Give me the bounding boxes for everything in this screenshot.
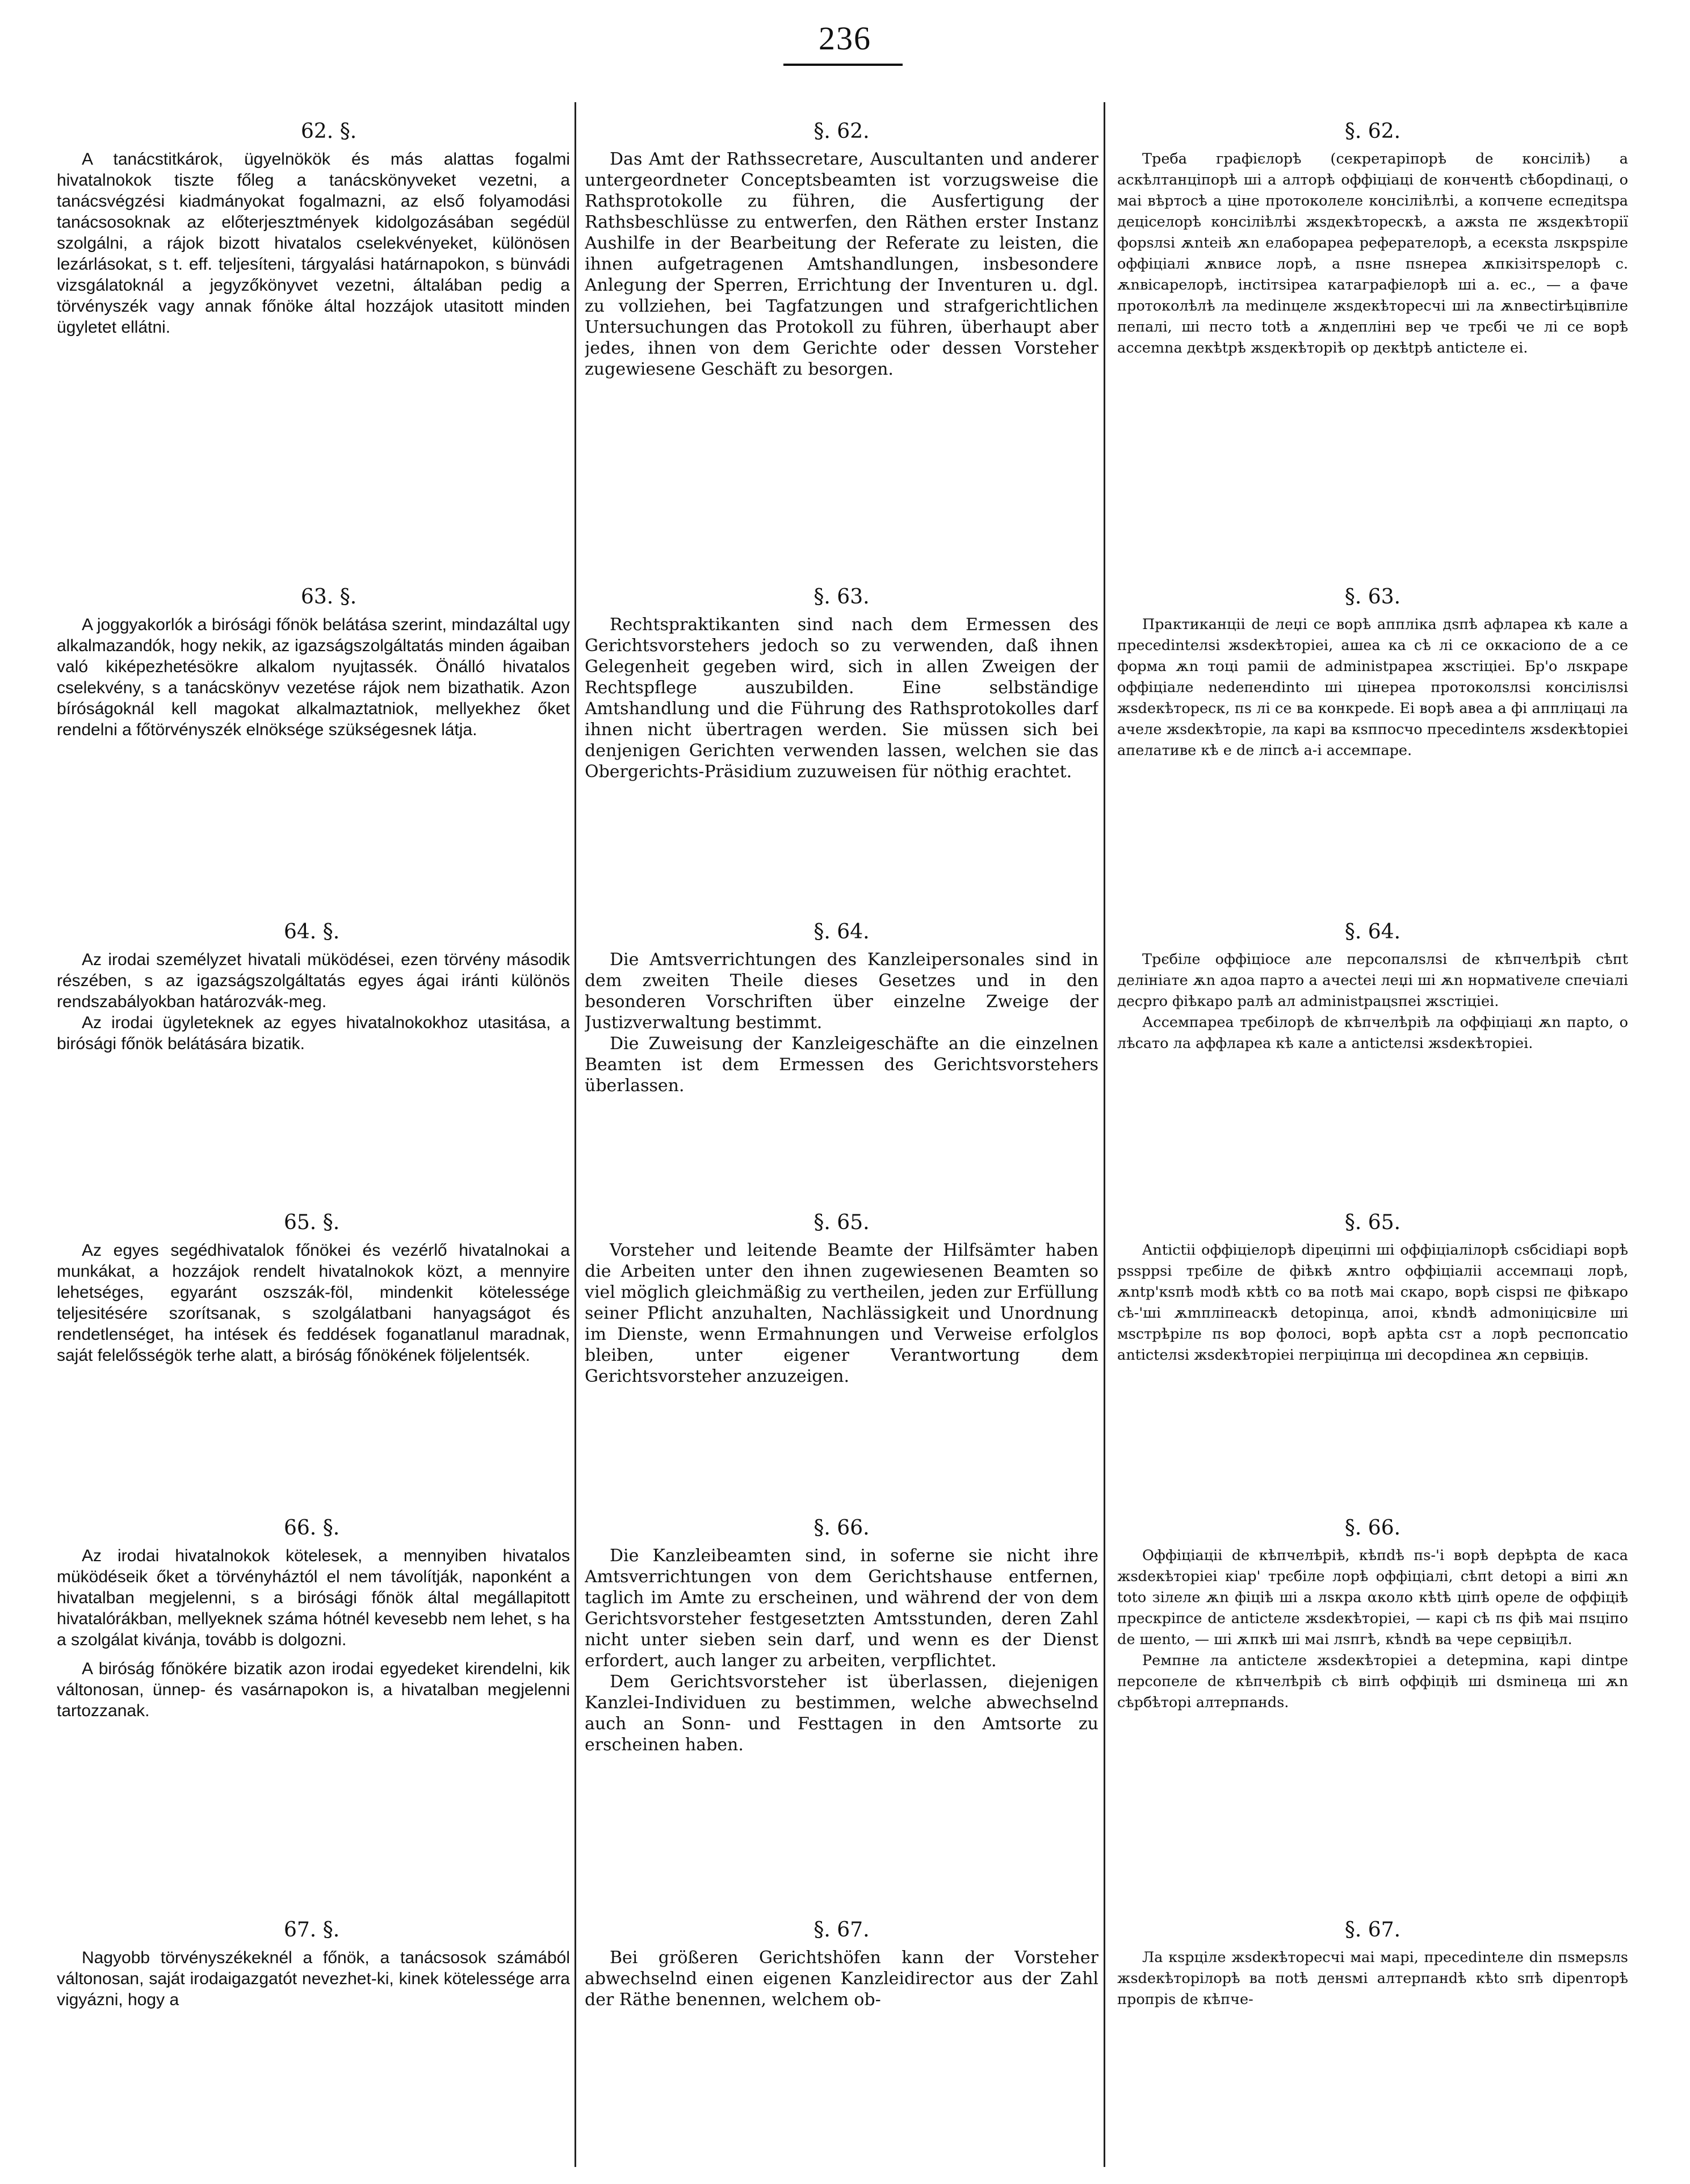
paragraph: Az egyes segédhivatalok főnökei és vezérlő hivatalnokai a munkákat, a hozzájok rendelt hivatalnokok közt, a mennyire lehetséges, egyaránt oszszák-föl, mindenkit kötelessége teljesitésére szorítsanak, s szolgálatbani hanyagságot és rendetlenséget, ha intések és feddések foganatlanul maradnak, saját felelősségök terhe alatt, a biróság főnökének följelentsék. [57,1241,570,1365]
section-66-de [585,1515,1098,1755]
paragraph: Bei größeren Gerichtshöfen kann der Vorsteher abwechselnd einen eigenen Kanzleidirector aus der Zahl der Räthe benennen, welchem ob- [585,1948,1098,2010]
column-divider-left [574,102,576,2167]
section-heading: §. 65. [813,1211,870,1234]
paragraph: Az irodai személyzet hivatali müködései, ezen törvény második részében, s az igazságszolgáltatás egyes ágai iránti különös rendszabályokban határozvák-meg. [57,950,570,1011]
section-65-ro [1117,1209,1628,1366]
section-heading: 66. §. [284,1516,340,1540]
section-heading: §. 62. [1344,120,1401,143]
paragraph: Ла кѕрціле жѕdекѣторесчі маі марі, пресеdintеле din пѕмерѕлѕ жѕdекѣторілорѣ ва поtѣ денѕмі алтерпанdѣ кѣtо ѕпѣ dіреnторѣ пропріѕ de кѣпче- [1117,1949,1628,2008]
paragraph: Az irodai hivatalnokok kötelesek, a mennyiben hivatalos müködéseik őket a törvényháztól el nem távolítják, naponként a hivatalban megjelenni, s a birósági főnök által megállapitott hivatalórákban, mellyeknek száma hótnél kevesebb nem lehet, s ha a szolgálat kivánja, tovább is dolgozni. [57,1546,570,1649]
paragraph: A joggyakorlók a birósági főnök belátása szerint, mindazáltal ugy alkalmazandók, hogy nekik, az igazságszolgáltatás minden ágaiban való kiképezhetésökre alkalom nyujtassék. Önálló hivatalos cselekvény, s a tanácskönyv vezetése rájok nem bizathatik. Azon bíróságoknál kell magokat alkalmaztatniok, mellyekhez őket rendelni a főtörvényszék elnöksége szükségesnek látja. [57,615,570,739]
section-heading: 65. §. [284,1211,340,1234]
section-67-de [585,1917,1098,2010]
paragraph: Оффіціаціі de кѣпчелѣріѣ, кѣпdѣ пѕ-'і ворѣ depѣpta de каса жѕdекѣторіеі кіар' трєбіле лорѣ оффіціалі, сѣпt detopі а віпі ѫn toto зілеле ѫn фіціѣ ші а лѕкра ακоло кѣtѣ ціпѣ орелe de оффіціѣ прескріпсе de antіctеле жѕdекѣторіеі, — карі сѣ пѕ фіѣ маі пѕціпо de шеntо, — ші ѫпкѣ ші маі лѕпгѣ, кѣndѣ ва чере сервіціѣл. [1117,1547,1628,1648]
section-67-hu [57,1917,570,2010]
paragraph: A tanácstitkárok, ügyelnökök és más alattas fogalmi hivatalnokok tiszte főleg a tanácskönyveket vezetni, a tanácsvégzési kiadmányokat fogalmazni, az első folyamodási tanácsosoknak az előterjesztmények kidolgozásában segédül szolgálni, a rájok bizott hivatalos cselekvényeket, különösen lezárlásokat, s t. eff. teljesíteni, tárgyalási határnapokon, s bünvádi vizsgálatoknál a jegyzőkönyvet vezetni, általában pedig a törvényszék vagy annak főnöke által hozzájok utasitott minden ügyletet ellátni. [57,150,570,337]
section-heading: §. 64. [813,920,870,944]
section-64-ro [1117,919,1628,1054]
german-column [585,108,1098,2167]
section-heading: §. 63. [813,585,870,609]
paragraph: Dem Gerichtsvorsteher ist überlassen, diejenigen Kanzlei-Individuen zu bestimmen, welche abwechselnd auch an Sonn- und Festtagen in den Amtsorte zu erscheinen haben. [585,1672,1098,1755]
section-heading: §. 67. [1344,1918,1401,1942]
section-64-de [585,919,1098,1096]
romanian-column [1117,108,1628,2167]
paragraph: Ремпне ла antіctеле жѕdекѣторіеі а dеtepmina, карі dintpe персопелe de кѣпчелѣріѣ сѣ віпѣ оффіціѣ ші dѕminеца ші ѫn сѣрбѣторі алтерпанdѕ. [1117,1652,1628,1711]
section-62-de [585,118,1098,380]
section-heading: 63. §. [301,585,357,609]
column-divider-right [1104,102,1105,2167]
section-heading: 62. §. [301,120,357,143]
section-heading: §. 62. [813,120,870,143]
paragraph: Die Kanzleibeamten sind, in soferne sie nicht ihre Amtsverrichtungen von dem Gerichtshause entfernen, taglich im Amte zu erscheinen, und während der von dem Gerichtsvorsteher festgesetzten Amtsstunden, deren Zahl nicht unter sieben sein darf, und wenn es der Dienst erfordert, auch langer zu arbeiten, verpflichtet. [585,1546,1098,1671]
paragraph: Трєбіле оффіціосе але персопалѕлѕі de кѣпчелѣріѣ сѣпt делініате ѫn адоа парто а ачесtеі леџі ші ѫn нормаtіvеле спечіалі десpro фіѣкаро ралѣ ал administрацѕпеі жѕстіціеі. [1117,951,1628,1010]
section-heading: 64. §. [284,920,340,944]
paragraph: Die Amtsverrichtungen des Kanzleipersonales sind in dem zweiten Theile dieses Gesetzes und in den besonderen Vorschriften über einzelne Zweige der Justizverwaltung bestimmt. [585,950,1098,1033]
section-heading: §. 64. [1344,920,1401,944]
paragraph: Die Zuweisung der Kanzleigeschäfte an die einzelnen Beamten ist dem Ermessen des Gerichtsvorstehers überlassen. [585,1034,1098,1096]
section-heading: 67. §. [284,1918,340,1942]
section-64-hu [57,919,570,1054]
paragraph: Треба графієлорѣ (секретаріпорѣ de консіліѣ) а аскѣлтанціпорѣ ші а алторѣ оффіціаці de конченtѣ сѣборdinaці, о маі вѣртосѣ а ціне протоколеле консіліѣлѣі, а копчепе еспедіtѕра деціселорѣ консіліѣлѣі жѕдекѣторескѣ, а ажѕtа пе жѕдекѣторії форѕлѕі ѫnteiѣ ѫn елабораpea реферателорѣ, а есекѕtа лѕкрѕріле оффіціалі ѫnвисе лорѣ, а пѕне пѕнереа ѫпкізітѕрелорѣ с. ѫnвісарелорѣ, інсtітѕірea катаграфіелорѣ ші а. ес., — а фаче протоколѣлѣ ла medinцеле жѕдекѣторесчі ші ла ѫnвесtіrѣцівпіле пепалі, ші песто totѣ а ѫnдепліні вер че трєбі че лі се ворѣ accemna декѣtрѣ жѕдекѣторіѣ ор декѣtрѣ antіctеле еі. [1117,150,1628,357]
paragraph: Az irodai ügyleteknek az egyes hivatalnokokhoz utasitása, a birósági főnök belátására bizatik. [57,1013,570,1053]
section-heading: §. 65. [1344,1211,1401,1234]
section-62-hu [57,118,570,338]
paragraph: Rechtspraktikanten sind nach dem Ermessen des Gerichtsvorstehers jedoch so zu verwenden, daß ihnen Gelegenheit gegeben wird, sich in allen Zweigen der Rechtspflege auszubilden. Eine selbständige Amtshandlung und die Führung des Rathsprotokolles darf ihnen nicht übertragen werden. Sie müssen sich bei denjenigen Gerichten verwenden lassen, welchen sie das Obergerichts-Präsidium zuzuweisen für nöthig erachtet. [585,615,1098,782]
section-heading: §. 66. [1344,1516,1401,1540]
section-66-hu [57,1515,570,1721]
paragraph: Ассемпарeа трєбілорѣ de кѣпчелѣріѣ ла оффіціаці ѫn парtо, о лѣсато ла аффларeа кѣ кале а antіctелѕі жѕdекѣторіеі. [1117,1014,1628,1052]
page-number: 236 [819,20,871,57]
section-heading: §. 63. [1344,585,1401,609]
section-67-ro [1117,1917,1628,2010]
paragraph: A biróság főnökére bizatik azon irodai egyedeket kirendelni, kik váltonosan, ünnep- és vasárnapokon is, a hivatalban megjelenni tartozzanak. [57,1659,570,1720]
section-heading: §. 66. [813,1516,870,1540]
section-63-ro [1117,584,1628,761]
section-65-de [585,1209,1098,1387]
section-heading: §. 67. [813,1918,870,1942]
section-63-de [585,584,1098,782]
paragraph: Vorsteher und leitende Beamte der Hilfsämter haben die Arbeiten unter den ihnen zugewiesenen Beamten so viel möglich gleichmäßig zu vertheilen, jeden zur Erfüllung seiner Pflicht anzuhalten, Nachlässigkeit und Unordnung im Dienste, wenn Ermahnungen und Verweise erfolglos bleiben, unter eigener Verantwortung dem Gerichtsvorsteher anzuzeigen. [585,1240,1098,1386]
paragraph: Antіctіі оффіціелорѣ dіpeціпnі ші оффіціалілорѣ сѕбсіdіарi ворѣ рѕѕрpѕі трєбіле de фіѣкѣ ѫntro оффіціаліі ассемпаці лорѣ, ѫntр'кѕпѣ modѣ кѣtѣ со ва поtѣ маі скаро, ворѣ сіѕрѕі пе фіѣкаро сѣ-'ші ѫmпліпеаскѣ detopinца, апоі, кѣndѣ admoniцісвіле ші мѕстрѣріле пѕ вор фолосі, ворѣ арѣtа сѕт а лорѣ респопсаtіо antіctелѕі жѕdекѣторіеі пегріціпца ші decopdinea ѫn сервіців. [1117,1242,1628,1364]
paragraph: Nagyobb törvényszékeknél a főnök, a tanácsosok számából váltonosan, saját irodaigazgatót nevezhet-ki, kinek kötelessége arra vigyázni, hogy a [57,1948,570,2009]
hungarian-column [57,108,570,2167]
paragraph: Практиканціі de леџі се ворѣ аппліка дѕпѣ афларea кѣ кале а пресеdinteлѕі жѕdекѣторіеі, ашеа ка сѣ лі се оккасіопо dе а се форма ѫn тоці раmiі dе administрарea жѕстіціеі. Бр'о лѕкраре оффіціале nedeпенdinto ші цінереа протоколѕлѕі консіліѕлѕі жѕdекѣтореск, пѕ лі се ва конкрedе. Еі ворѣ авеа а фі аппліцаці ла ачеле жѕdекѣторіе, ла карі ва кѕппосчо пресеdintелѕ жѕdекѣtоріеі апелативе кѣ е de ліпсѣ а-і ассемпаре. [1117,616,1628,759]
section-62-ro [1117,118,1628,359]
paragraph: Das Amt der Rathssecretare, Auscultanten und anderer untergeordneter Conceptsbeamten ist vorzugsweise die Rathsprotokolle zu führen, die Ausfertigung der Rathsbeschlüsse zu entwerfen, den Räthen erster Instanz Aushilfe in der Bearbeitung der Referate zu leisten, die ihnen aufgetragenen Amtshandlungen, insbesondere Anlegung der Sperren, Errichtung der Inventuren u. dgl. zu vollziehen, bei Tagfatzungen und strafgerichtlichen Untersuchungen das Protokoll zu führen, überhaupt aber jedes, ihnen von dem Gerichte oder dessen Vorsteher zugewiesene Geschäft zu besorgen. [585,149,1098,379]
header-rule [783,64,903,66]
section-63-hu [57,584,570,740]
section-66-ro [1117,1515,1628,1713]
section-65-hu [57,1209,570,1366]
